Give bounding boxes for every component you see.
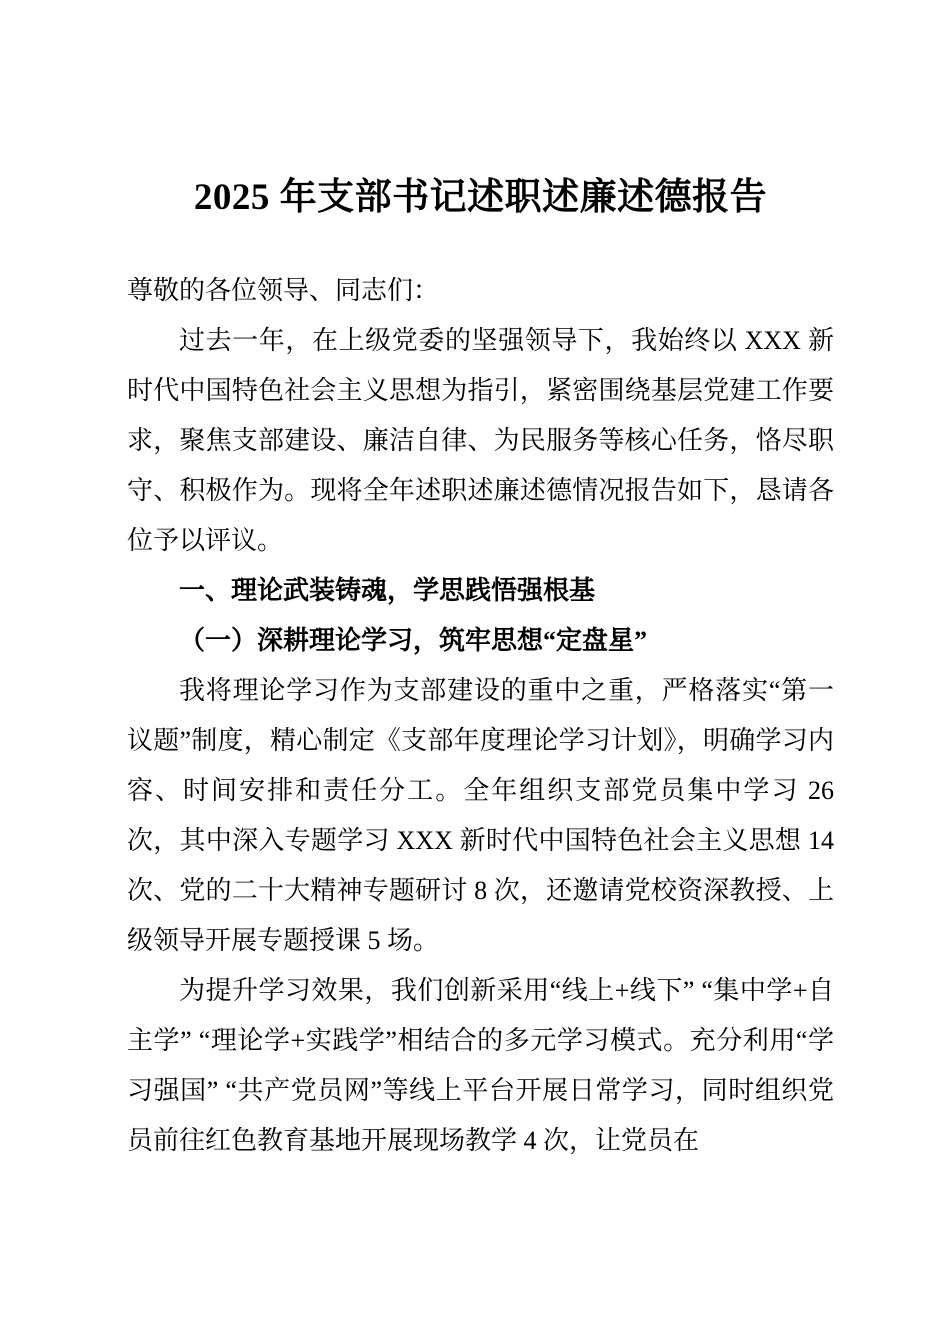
paragraph-learning-methods: 为提升学习效果，我们创新采用“线上+线下” “集中学+自主学” “理论学+实践学”相结合的多元学习模式。充分利用“学习强国” “共产党员网”等线上平台开展日常学习，同时组织党员前往红色教育基地开展现场教学 4 次，让党员在 [127,976,834,1155]
subsection-heading-1-1: （一）深耕理论学习，筑牢思想“定盘星” [179,626,648,655]
paragraph-theory-study: 我将理论学习作为支部建设的重中之重，严格落实“第一议题”制度，精心制定《支部年度理论学习计划》，明确学习内容、时间安排和责任分工。全年组织支部党员集中学习 26 次，其中深入专题学习 XXX 新时代中国特色社会主义思想 14 次、党的二十大精神专题研讨 8 次，还邀请党校资深教授、上级领导开展专题授课 5 场。 [127,676,834,955]
salutation: 尊敬的各位领导、同志们： [127,276,440,305]
paragraph-opening: 过去一年，在上级党委的坚强领导下，我始终以 XXX 新时代中国特色社会主义思想为指引，紧密围绕基层党建工作要求，聚焦支部建设、廉洁自律、为民服务等核心任务，恪尽职守、积极作为。现将全年述职述廉述德情况报告如下，恳请各位予以评议。 [127,326,834,555]
section-heading-1: 一、理论武装铸魂，学思践悟强根基 [179,576,596,605]
document-title: 2025 年支部书记述职述廉述德报告 [193,177,768,218]
